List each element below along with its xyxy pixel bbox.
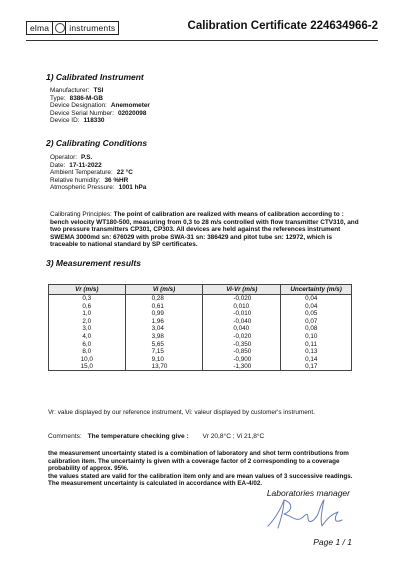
logo-text-right: instruments (65, 21, 119, 35)
statement-line: the measurement uncertainty stated is a combination of laboratory and shot term contributions from (48, 450, 349, 457)
cell-vr: 15,0 (49, 363, 126, 371)
measurement-results-table (48, 284, 352, 371)
comments-label: Comments: (48, 433, 82, 440)
comments-value: The temperature checking give : (87, 433, 189, 440)
statement-line: probability of approx. 95%. (48, 465, 129, 472)
cell-deviation: -0,020 (203, 333, 281, 341)
calibrated-instrument-fields (50, 87, 150, 125)
field-label: Device Serial Number: (50, 109, 114, 117)
field-row (50, 169, 146, 177)
field-row (50, 102, 150, 110)
cell-deviation: -0,900 (203, 355, 281, 363)
cell-vi: 3,04 (125, 325, 203, 333)
field-value: 02020098 (117, 109, 147, 117)
table-row (49, 303, 352, 311)
cell-deviation: -0,040 (203, 318, 281, 326)
field-value: Anemometer (110, 102, 150, 110)
logo-swoosh-icon (53, 21, 65, 35)
field-row (50, 110, 150, 118)
signature-caption: Laboratories manager (266, 488, 350, 498)
principles-text: The point of calibration are realized with means of calibration according to : bench velocity WT180-500, measuring from 0,3 to 28 m/s controlled with flow transmitter CTV310, and two pressure transmitters CP301, CP303. All devices are held against the references instrument SWEMA 3000md sn: 676029 with probe SWA-31 sn: 386429 and pitot tube sn: 12972, which is traceable to national standard by SP certificates. (50, 211, 359, 249)
cell-deviation: -0,350 (203, 340, 281, 348)
field-row (50, 87, 150, 95)
cell-vi: 0,28 (125, 295, 203, 303)
cell-vr: 4,0 (49, 333, 126, 341)
field-label: Type: (50, 94, 66, 102)
field-label: Ambient Temperature: (50, 169, 113, 177)
cell-vi: 5,65 (125, 340, 203, 348)
column-header-uncertainty: Uncertainty (m/s) (281, 285, 352, 295)
table-row (49, 363, 352, 371)
field-row (50, 177, 146, 185)
field-value: 1001 hPa (118, 184, 147, 192)
cell-vr: 0,6 (49, 303, 126, 311)
cell-deviation: 0,010 (203, 303, 281, 311)
cell-uncertainty: 0,10 (281, 333, 352, 341)
cell-vr: 8,0 (49, 348, 126, 356)
cell-deviation: -0,850 (203, 348, 281, 356)
section-calibrated-instrument-title: 1) Calibrated Instrument (46, 72, 144, 82)
section-measurement-results-title: 3) Measurement results (46, 258, 141, 268)
elma-instruments-logo (26, 21, 119, 35)
table-row (49, 340, 352, 348)
field-value: 8386-M-GB (69, 94, 104, 102)
cell-vi: 0,99 (125, 310, 203, 318)
field-value: P.S. (81, 154, 93, 161)
table-row (49, 295, 352, 303)
table-row (49, 325, 352, 333)
comments-line (48, 433, 264, 440)
certificate-title: Calibration Certificate 224634966-2 (187, 20, 378, 32)
column-header-deviation: Vi-Vr (m/s) (203, 285, 281, 295)
cell-uncertainty: 0,13 (281, 348, 352, 356)
cell-uncertainty: 0,04 (281, 295, 352, 303)
cell-vr: 0,3 (49, 295, 126, 303)
cell-deviation: -0,010 (203, 310, 281, 318)
table-row (49, 318, 352, 326)
field-label: Date: (50, 161, 66, 169)
field-label: Device ID: (50, 117, 80, 125)
logo-text-left: elma (26, 21, 53, 35)
cell-vi: 9,10 (125, 355, 203, 363)
principles-label: Calibrating Principles: (50, 211, 112, 218)
statement-line: the values stated are valid for the calibration item only and are mean values of 3 successive readings. (48, 472, 353, 480)
cell-uncertainty: 0,11 (281, 340, 352, 348)
cell-vi: 13,70 (125, 363, 203, 371)
handwritten-signature (262, 496, 352, 532)
uncertainty-statement (48, 450, 358, 488)
cell-uncertainty: 0,14 (281, 355, 352, 363)
page-header (26, 20, 378, 38)
field-label: Device Designation: (50, 102, 107, 110)
statement-line: calibration item. The uncertainty is given with a coverage factor of 2 corresponding to a coverage (48, 457, 340, 465)
cell-vr: 10,0 (49, 355, 126, 363)
field-label: Manufacturer: (50, 87, 90, 94)
page-number: Page 1 / 1 (313, 537, 352, 547)
field-row (50, 117, 150, 125)
cell-vi: 1,96 (125, 318, 203, 326)
cell-uncertainty: 0,04 (281, 303, 352, 311)
cell-vr: 2,0 (49, 318, 126, 326)
field-value: 118330 (83, 117, 105, 125)
table-row (49, 310, 352, 318)
field-value: TSI (93, 87, 104, 94)
table-row (49, 333, 352, 341)
calibrating-principles (50, 211, 360, 249)
field-value: 36 %HR (104, 176, 129, 184)
field-row (50, 184, 146, 192)
cell-uncertainty: 0,08 (281, 325, 352, 333)
header-divider (26, 40, 378, 41)
table-row (49, 355, 352, 363)
field-row (50, 95, 150, 103)
legend-note: Vr: value displayed by our reference instrument, Vi: valeur displayed by customer's instrument. (48, 409, 315, 416)
field-row (50, 154, 146, 162)
cell-uncertainty: 0,07 (281, 318, 352, 326)
field-value: 17-11-2022 (69, 161, 102, 169)
temperature-readings: Vr 20,8°C ; Vi 21,8°C (202, 433, 265, 440)
field-label: Operator: (50, 154, 77, 161)
cell-deviation: 0,040 (203, 325, 281, 333)
cell-uncertainty: 0,05 (281, 310, 352, 318)
table-row (49, 348, 352, 356)
cell-vr: 1,0 (49, 310, 126, 318)
field-label: Atmospheric Pressure: (50, 184, 115, 192)
cell-uncertainty: 0,17 (281, 363, 352, 371)
cell-deviation: -1,300 (203, 363, 281, 371)
section-calibrating-conditions-title: 2) Calibrating Conditions (46, 138, 148, 148)
cell-vi: 3,98 (125, 333, 203, 341)
calibrating-conditions-fields (50, 154, 146, 192)
cell-deviation: -0,020 (203, 295, 281, 303)
column-header-vi: Vi (m/s) (125, 285, 203, 295)
statement-line: The measurement uncertainty is calculated in accordance with EA-4/02. (48, 480, 263, 487)
cell-vi: 7,15 (125, 348, 203, 356)
field-label: Relative humidity: (50, 176, 101, 184)
cell-vi: 0,61 (125, 303, 203, 311)
cell-vr: 6,0 (49, 340, 126, 348)
column-header-vr: Vr (m/s) (49, 285, 126, 295)
field-value: 22 °C (116, 169, 133, 177)
table-header-row (49, 285, 352, 295)
cell-vr: 3,0 (49, 325, 126, 333)
